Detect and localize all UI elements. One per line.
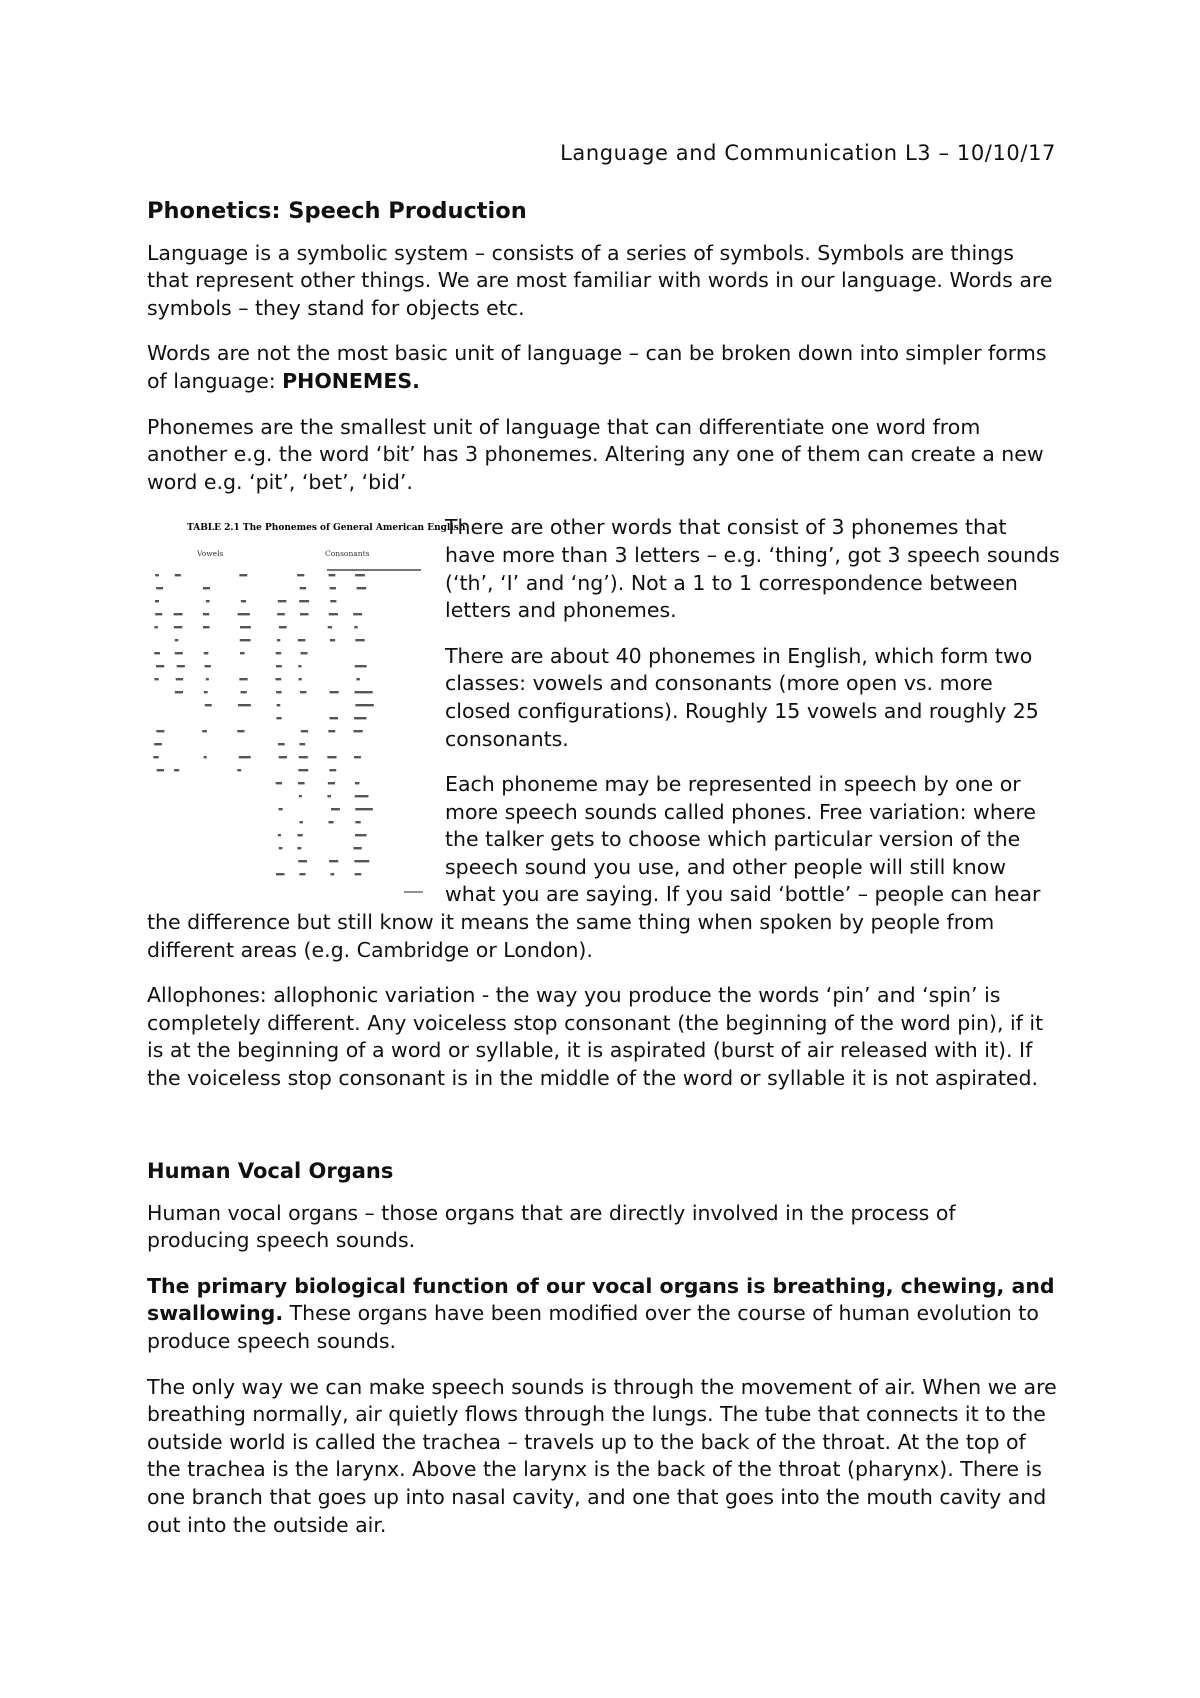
table-cell-mark [330, 587, 336, 589]
table-cell-mark [241, 691, 247, 693]
table-cell-mark [328, 730, 335, 732]
paragraph: Each phoneme may be represented in speech by one or more speech sounds called phones. Free variation: where the talker gets to choose which particular version of the speech sound you use, and other people will still know what you are saying. If you said ‘bottle’ – people can hear the difference but still know it means the same thing when spoken by people from different areas (e.g. Cambridge or London). [147, 772, 1041, 962]
table-cell-mark [298, 665, 301, 667]
paragraph-text: Words are not the most basic unit of language – can be broken down into simpler forms of language: [147, 341, 1047, 393]
table-cell-mark [279, 756, 287, 758]
table-cell-mark [300, 691, 306, 693]
table-cell-mark [355, 821, 360, 823]
table-cell-mark [239, 678, 247, 680]
table-cell-mark [276, 665, 282, 667]
table-cell-mark [237, 769, 241, 771]
table-cell-mark [157, 769, 164, 771]
paragraph: Phonemes are the smallest unit of language that can differentiate one word from another e.g. the word ‘bit’ has 3 phonemes. Altering any one of them can create a new word e.g. ‘pit’, ‘bet’, ‘bid’. [147, 414, 1044, 494]
table-cell-mark [329, 860, 338, 862]
table-cell-mark [297, 574, 304, 576]
table-cell-mark [176, 678, 183, 680]
table-cell-mark [328, 821, 333, 823]
table-cell-mark [153, 756, 158, 758]
table-cell-mark [357, 587, 367, 589]
table-cell-mark [330, 639, 335, 641]
table-cell-mark [327, 756, 336, 758]
table-cell-mark [329, 613, 338, 615]
paragraph-text: These organs have been modified over the course of human evolution to produce speech sounds. [147, 1301, 1039, 1353]
document-body [147, 140, 1062, 1539]
table-cell-mark [278, 743, 285, 745]
table-cell-mark [154, 652, 160, 654]
table-cell-mark [353, 613, 362, 615]
table-cell-mark [202, 730, 207, 732]
table-cell-mark [156, 665, 164, 667]
table-cell-mark [300, 613, 308, 615]
table-cell-mark [277, 613, 285, 615]
table-cell-mark [156, 587, 163, 589]
table-cell-mark [298, 769, 308, 771]
table-cell-mark [204, 691, 208, 693]
table-cell-mark [298, 639, 306, 641]
table-cell-mark [205, 704, 212, 706]
table-cell-mark [279, 847, 283, 849]
table-cell-mark [327, 795, 331, 797]
table-cell-mark [238, 704, 251, 706]
table-cell-mark [205, 665, 211, 667]
table-cell-mark [175, 691, 183, 693]
table-cell-mark [155, 600, 159, 602]
vowels-label: Vowels [197, 549, 224, 559]
phoneme-table-graphic [147, 518, 466, 901]
table-cell-mark [355, 691, 373, 693]
table-cell-mark [354, 756, 361, 758]
table-cell-mark [354, 860, 369, 862]
table-cell-mark [175, 639, 179, 641]
section-title-vocal-organs: Human Vocal Organs [147, 1158, 394, 1183]
table-cell-mark [355, 574, 365, 576]
table-cell-mark [203, 626, 210, 628]
table-cell-mark [206, 678, 209, 680]
table-cell-mark [204, 652, 209, 654]
table-cell-mark [203, 613, 209, 615]
table-cell-mark [297, 847, 301, 849]
table-cell-mark [329, 769, 336, 771]
table-cell-mark [240, 626, 251, 628]
table-cell-mark [154, 743, 162, 745]
table-cell-mark [329, 574, 336, 576]
table-cell-mark [354, 626, 357, 628]
paragraph: There are about 40 phonemes in English, which form two classes: vowels and consonants (more open vs. more closed configurations). Roughly 15 vowels and roughly 25 consonants. [445, 643, 1039, 751]
table-cell-mark [239, 574, 247, 576]
table-cell-mark [355, 873, 362, 875]
table-cell-mark [353, 847, 361, 849]
table-cell-mark [156, 730, 164, 732]
paragraph [147, 1273, 1062, 1356]
table-cell-mark [301, 730, 308, 732]
table-cell-mark [355, 704, 373, 706]
table-cell-mark [356, 678, 359, 680]
table-cell-mark [175, 652, 183, 654]
table-cell-mark [299, 873, 305, 875]
table-cell-mark [300, 587, 306, 589]
paragraph: Allophones: allophonic variation - the way you produce the words ‘pin’ and ‘spin’ is completely different. Any voiceless stop consonant (the beginning of the word pin), if it is at the beginning of a word or syllable, it is aspirated (burst of air released with it). If the voiceless stop consonant is in the middle of the word or syllable it is not aspirated. [147, 983, 1044, 1091]
table-cell-mark [328, 626, 332, 628]
table-cell-mark [299, 600, 309, 602]
table-caption: TABLE 2.1 The Phonemes of General American English [187, 523, 466, 534]
table-cell-mark [240, 639, 251, 641]
table-cell-mark [298, 782, 305, 784]
table-cell-mark [277, 704, 281, 706]
paragraph: Language is a symbolic system – consists of a series of symbols. Symbols are things that represent other things. We are most familiar with words in our language. Words are symbols – they stand for objects etc. [147, 240, 1053, 320]
table-cell-mark [204, 756, 207, 758]
paragraph: There are other words that consist of 3 phonemes that have more than 3 letters – e.g. ‘thing’, got 3 speech sounds (‘th’, ‘I’ and ‘ng’). Not a 1 to 1 correspondence between letters and phonemes. [445, 515, 1060, 623]
table-cell-mark [276, 652, 281, 654]
table-cell-mark [276, 691, 281, 693]
table-cell-mark [355, 834, 367, 836]
table-cell-mark [328, 782, 335, 784]
table-cell-mark [299, 678, 302, 680]
table-cell-mark [237, 730, 244, 732]
table-cell-mark [355, 665, 367, 667]
table-cell-mark [278, 834, 281, 836]
table-cell-mark [331, 808, 340, 810]
table-cell-mark [275, 678, 281, 680]
table-cell-mark [203, 587, 210, 589]
table-cell-mark [278, 600, 287, 602]
phonemes-emphasis: PHONEMES. [282, 368, 420, 393]
table-cells [153, 574, 373, 875]
table-cell-mark [241, 600, 246, 602]
table-cell-mark [154, 626, 157, 628]
section-title-phonetics: Phonetics: Speech Production [147, 197, 527, 224]
table-cell-mark [277, 639, 280, 641]
table-cell-mark [279, 626, 287, 628]
paragraph-bold-lead: The primary biological function of our vocal organs is breathing, chewing, and swallowing. [147, 1273, 1055, 1326]
table-cell-mark [298, 860, 307, 862]
table-cell-mark [177, 665, 185, 667]
table-cell-mark [276, 873, 284, 875]
paragraph: The only way we can make speech sounds is through the movement of air. When we are breathing normally, air quietly flows through the lungs. The tube that connects it to the outside world is called the trachea – travels up to the back of the throat. At the top of the trachea is the larynx. Above the larynx is the back of the throat (pharynx). There is one branch that goes up into nasal cavity, and one that goes into the mouth cavity and out into the outside air. [147, 1374, 1057, 1537]
table-cell-mark [299, 795, 302, 797]
table-cell-mark [276, 782, 282, 784]
table-cell-mark [355, 795, 369, 797]
table-cell-mark [353, 730, 362, 732]
table-cell-mark [299, 743, 305, 745]
table-cell-mark [174, 626, 182, 628]
table-cell-mark [276, 717, 281, 719]
table-cell-mark [354, 717, 366, 719]
table-cell-mark [238, 613, 250, 615]
table-cell-mark [155, 574, 159, 576]
table-cell-mark [154, 678, 158, 680]
table-cell-mark [355, 782, 359, 784]
document-header: Language and Communication L3 – 10/10/17 [560, 141, 1056, 165]
table-cell-mark [330, 691, 339, 693]
phoneme-table-image [147, 518, 466, 901]
table-cell-mark [329, 717, 338, 719]
table-cell-mark [299, 756, 308, 758]
table-cell-mark [239, 756, 251, 758]
table-cell-mark [174, 769, 179, 771]
table-cell-mark [297, 834, 302, 836]
paragraph: Human vocal organs – those organs that are directly involved in the process of producing speech sounds. [147, 1200, 956, 1253]
figure-wrap [147, 514, 1062, 964]
table-cell-mark [278, 808, 282, 810]
table-cell-mark [155, 613, 162, 615]
table-cell-mark [301, 652, 308, 654]
table-cell-mark [355, 808, 373, 810]
table-cell-mark [330, 873, 334, 875]
table-cell-mark [330, 600, 336, 602]
table-cell-mark [174, 613, 183, 615]
consonants-label: Consonants [325, 549, 370, 559]
table-cell-mark [355, 639, 364, 641]
paragraph [147, 340, 1062, 395]
table-cell-mark [206, 600, 210, 602]
table-cell-mark [299, 821, 302, 823]
table-cell-mark [240, 652, 245, 654]
table-cell-mark [175, 574, 181, 576]
